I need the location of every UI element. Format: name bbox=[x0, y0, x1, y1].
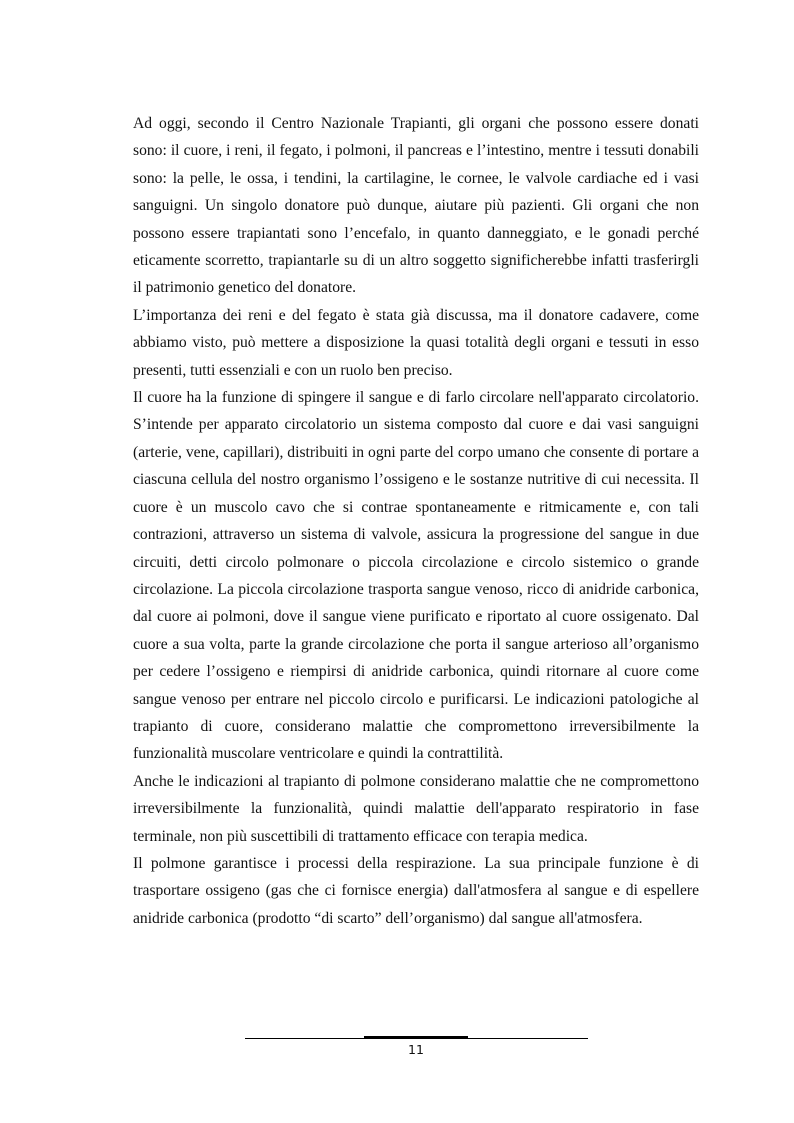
paragraph-organs-donation: Ad oggi, secondo il Centro Nazionale Trapianti, gli organi che possono essere donati sono: il cuore, i reni, il fegato, i polmoni, il pancreas e l’intestino, mentre i tessuti donabili sono: la pelle, le ossa, i tendini, la cartilagine, le cornee, le valvole cardiache ed i vasi sanguigni. Un singolo donatore può dunque, aiutare più pazienti. Gli organi che non possono essere trapiantati sono l’encefalo, in quanto danneggiato, e le gonadi perché eticamente scorretto, trapiantarle su di un altro soggetto significherebbe infatti trasferirgli il patrimonio genetico del donatore. bbox=[133, 115, 699, 297]
paragraph-lung-transplant: Anche le indicazioni al trapianto di polmone considerano malattie che ne compromettono irreversibilmente la funzionalità, quindi malattie dell'apparato respiratorio in fase terminale, non più suscettibili di trattamento efficace con terapia medica. bbox=[133, 772, 699, 845]
paragraph-heart: Il cuore ha la funzione di spingere il sangue e di farlo circolare nell'apparato circolatorio. S’intende per apparato circolatorio un sistema composto dal cuore e dai vasi sanguigni (arterie, vene, capillari), distribuiti in ogni parte del corpo umano che consente di portare a ciascuna cellula del nostro organismo l’ossigeno e le sostanze nutritive di cui necessita. Il cuore è un muscolo cavo che si contrae spontaneamente e ritmicamente e, con tali contrazioni, attraverso un sistema di valvole, assicura la progressione del sangue in due circuiti, detti circolo polmonare o piccola circolazione e circolo sistemico o grande circolazione. La piccola circolazione trasporta sangue venoso, ricco di anidride carbonica, dal cuore ai polmoni, dove il sangue viene purificato e riportato al cuore ossigenato. Dal cuore a sua volta, parte la grande circolazione che porta il sangue arterioso all’organismo per cedere l’ossigeno e riempirsi di anidride carbonica, quindi ritornare al cuore come sangue venoso per entrare nel piccolo circolo e purificarsi. Le indicazioni patologiche al trapianto di cuore, considerano malattie che compromettono irreversibilmente la funzionalità muscolare ventricolare e quindi la contrattilità. bbox=[133, 389, 699, 763]
paragraph-lung-function: Il polmone garantisce i processi della respirazione. La sua principale funzione è di trasportare ossigeno (gas che ci fornisce energia) dall'atmosfera al sangue e di espellere anidride carbonica (prodotto “di scarto” dell’organismo) dal sangue all'atmosfera. bbox=[133, 854, 699, 927]
body-text bbox=[133, 110, 699, 932]
paragraph-kidneys-liver: L’importanza dei reni e del fegato è stata già discussa, ma il donatore cadavere, come abbiamo visto, può mettere a disposizione la quasi totalità degli organi e tessuti in esso presenti, tutti essenziali e con un ruolo ben preciso. bbox=[133, 306, 699, 379]
page-number: 11 bbox=[408, 1042, 424, 1057]
footer-divider bbox=[245, 1038, 588, 1039]
footer-divider-accent bbox=[364, 1036, 468, 1038]
